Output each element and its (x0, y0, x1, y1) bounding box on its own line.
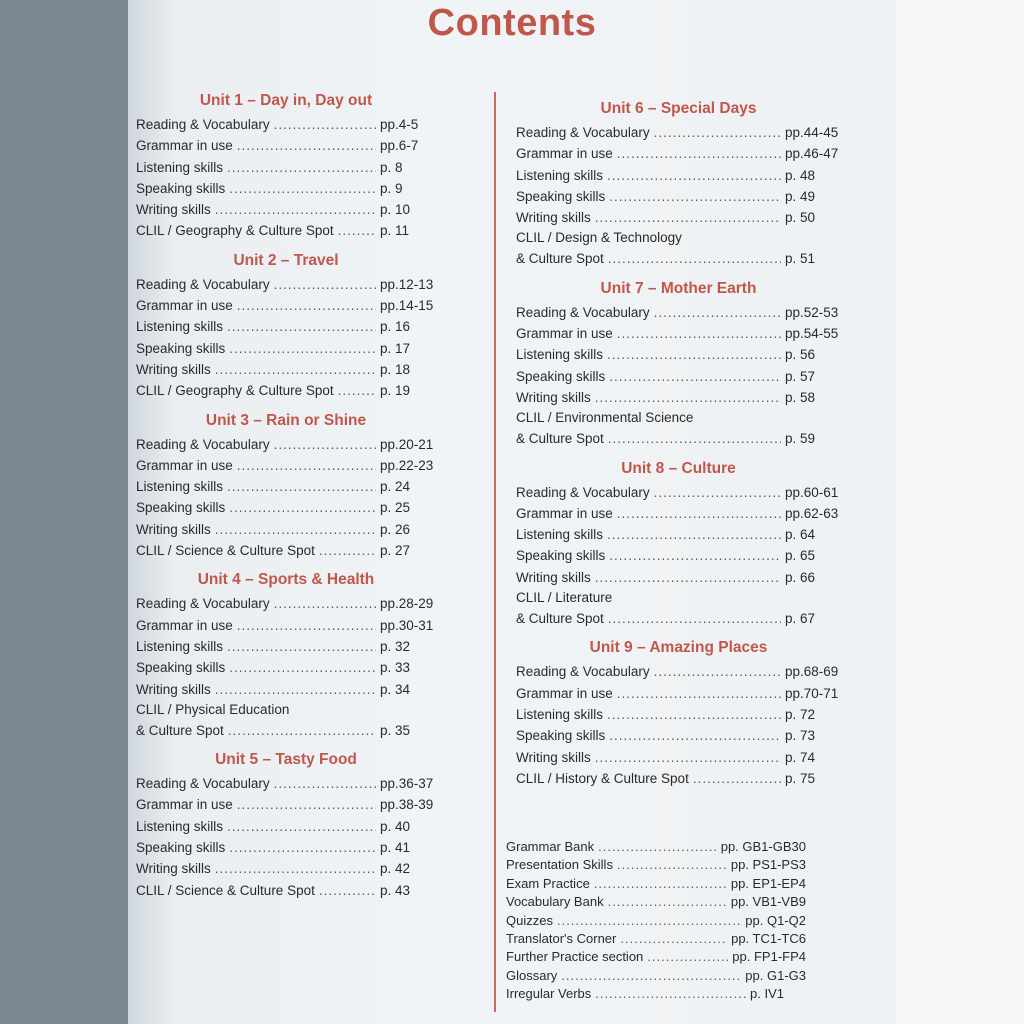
entry-label: Reading & Vocabulary (516, 664, 650, 680)
toc-entry (136, 359, 436, 380)
entry-page: p. 50 (785, 210, 816, 226)
leader-dots (227, 636, 376, 657)
leader-dots (561, 967, 741, 985)
entry-label: Glossary (506, 967, 558, 983)
entry-label: Vocabulary Bank (506, 894, 604, 910)
entry-label: Writing skills (516, 569, 591, 585)
entry-label: CLIL / Science & Culture Spot (136, 882, 315, 898)
entry-label: Listening skills (136, 159, 224, 175)
leader-dots (654, 122, 781, 143)
leader-dots (237, 455, 376, 476)
entry-label: Reading & Vocabulary (136, 776, 270, 792)
adjacent-page-edge (896, 0, 1024, 1024)
entry-label: Speaking skills (516, 368, 606, 384)
toc-entry (516, 567, 841, 588)
entry-page: p. 58 (785, 389, 816, 405)
entry-label: Grammar in use (136, 138, 233, 154)
entry-page: p. 11 (380, 223, 410, 239)
leader-dots (227, 316, 376, 337)
leader-dots (227, 816, 376, 837)
entry-label: Reading & Vocabulary (136, 596, 270, 612)
entry-page: p. 64 (785, 527, 816, 543)
toc-entry (136, 615, 436, 636)
unit-heading: Unit 4 – Sports & Health (197, 571, 375, 589)
toc-entry (136, 316, 436, 337)
unit-heading: Unit 8 – Culture (621, 459, 736, 477)
leader-dots (595, 567, 781, 588)
toc-entry (136, 720, 436, 741)
unit-section (516, 456, 841, 630)
book-page (128, 0, 896, 1024)
entry-label: Grammar in use (516, 326, 613, 342)
toc-entry (516, 207, 841, 228)
toc-entry (136, 476, 436, 497)
entry-label: Exam Practice (506, 875, 590, 891)
toc-entry (506, 985, 806, 1003)
toc-entry (136, 540, 436, 561)
leader-dots (594, 875, 727, 893)
unit-heading: Unit 2 – Travel (233, 251, 339, 269)
toc-entry (516, 122, 841, 143)
page-title: Contents (427, 2, 597, 44)
entry-page: p. 43 (380, 882, 411, 898)
entry-label: Grammar in use (516, 685, 613, 701)
toc-entry (136, 338, 436, 359)
unit-heading: Unit 6 – Special Days (600, 100, 757, 117)
appendix-list (506, 838, 806, 1004)
entry-page: pp. G1-G3 (745, 967, 806, 983)
entry-label: Writing skills (136, 861, 211, 877)
unit-section (136, 88, 436, 242)
entry-label: CLIL / History & Culture Spot (516, 770, 689, 786)
unit-heading: Unit 7 – Mother Earth (600, 279, 757, 297)
leader-dots (274, 274, 376, 295)
toc-entry (516, 366, 841, 387)
entry-label: Grammar in use (136, 797, 233, 813)
leader-dots (274, 114, 376, 135)
clil-label-line: CLIL / Environmental Science (516, 410, 694, 426)
entry-page: pp. GB1-GB30 (720, 839, 806, 854)
entry-label: Listening skills (516, 167, 604, 183)
toc-entry (136, 497, 436, 518)
leader-dots (609, 545, 781, 566)
leader-dots (617, 503, 781, 524)
entry-page: p. 74 (785, 749, 816, 765)
entry-page: p. 9 (380, 180, 403, 196)
entry-page: pp. FP1-FP4 (732, 949, 806, 965)
toc-entry (516, 387, 841, 408)
entry-label: Writing skills (136, 521, 211, 537)
leader-dots (607, 704, 781, 725)
toc-entry (136, 657, 436, 678)
leader-dots (607, 165, 781, 186)
entry-page: p. 72 (785, 706, 816, 722)
toc-entry (136, 220, 436, 241)
entry-page: p. 57 (785, 368, 816, 384)
entry-label: Speaking skills (516, 188, 606, 204)
entry-page: pp.52-53 (785, 304, 839, 320)
entry-page: p. 66 (785, 569, 816, 585)
unit-section (136, 567, 436, 741)
leader-dots (319, 880, 376, 901)
entry-page: p. 8 (380, 159, 403, 175)
entry-page: pp. PS1-PS3 (730, 857, 806, 873)
entry-label: Irregular Verbs (506, 986, 592, 1002)
entry-page: pp. EP1-EP4 (730, 875, 806, 891)
toc-entry (516, 323, 841, 344)
leader-dots (215, 519, 376, 540)
entry-label: Reading & Vocabulary (136, 436, 270, 452)
entry-page: p. 25 (380, 500, 411, 516)
toc-entry (136, 157, 436, 178)
toc-entry (136, 773, 436, 794)
entry-page: p. 35 (380, 722, 411, 738)
leader-dots (609, 186, 781, 207)
entry-page: p. 26 (380, 521, 411, 537)
leader-dots (595, 985, 746, 1003)
entry-page: pp.28-29 (380, 596, 434, 612)
leader-dots (595, 207, 781, 228)
toc-entry (516, 186, 841, 207)
clil-label-line: CLIL / Design & Technology (516, 230, 682, 246)
right-column (516, 90, 841, 789)
entry-page: p. 48 (785, 167, 816, 183)
entry-label: Quizzes (506, 912, 553, 928)
toc-entry (136, 636, 436, 657)
entry-page: p. 34 (380, 681, 411, 697)
unit-section (136, 747, 436, 901)
entry-label: Listening skills (136, 638, 224, 654)
entry-label: Listening skills (516, 347, 604, 363)
unit-heading: Unit 9 – Amazing Places (589, 639, 768, 657)
toc-entry (136, 295, 436, 316)
entry-label: Writing skills (516, 389, 591, 405)
leader-dots (274, 593, 376, 614)
leader-dots (237, 794, 376, 815)
toc-entry (516, 768, 841, 789)
leader-dots (229, 338, 376, 359)
entry-label: CLIL / Geography & Culture Spot (136, 223, 334, 239)
entry-label: Listening skills (136, 319, 224, 335)
leader-dots (607, 344, 781, 365)
entry-page: pp.54-55 (785, 326, 839, 342)
leader-dots (617, 143, 781, 164)
toc-entry (136, 455, 436, 476)
entry-label: Presentation Skills (506, 857, 613, 873)
leader-dots (215, 359, 376, 380)
entry-label: Writing skills (136, 681, 211, 697)
entry-page: pp.68-69 (785, 664, 839, 680)
entry-label: Reading & Vocabulary (516, 484, 650, 500)
toc-entry (506, 838, 806, 856)
entry-page: p. 27 (380, 543, 411, 559)
entry-page: pp.62-63 (785, 505, 839, 521)
entry-page: p. 51 (785, 251, 816, 267)
toc-entry (506, 875, 806, 893)
clil-label-line: CLIL / Physical Education (136, 701, 290, 717)
entry-page: pp.60-61 (785, 484, 839, 500)
leader-dots (620, 930, 727, 948)
entry-label: & Culture Spot (516, 611, 604, 627)
entry-label: Writing skills (136, 202, 211, 218)
leader-dots (654, 302, 781, 323)
unit-section (516, 635, 841, 789)
entry-page: p. 33 (380, 660, 411, 676)
leader-dots (647, 948, 728, 966)
entry-page: pp.22-23 (380, 457, 434, 473)
clil-label-line: CLIL / Literature (516, 590, 613, 606)
leader-dots (608, 608, 781, 629)
entry-page: p. 65 (785, 548, 816, 564)
leader-dots (237, 295, 376, 316)
unit-heading: Unit 1 – Day in, Day out (199, 92, 373, 109)
entry-label: & Culture Spot (516, 251, 604, 267)
toc-entry (516, 608, 841, 629)
leader-dots (227, 157, 376, 178)
entry-page: pp.30-31 (380, 617, 434, 633)
entry-page: p. 16 (380, 319, 411, 335)
toc-entry (516, 428, 841, 449)
entry-page: pp.14-15 (380, 298, 434, 314)
leader-dots (557, 912, 741, 930)
entry-page: p. 49 (785, 188, 816, 204)
leader-dots (237, 615, 376, 636)
unit-section (516, 276, 841, 450)
leader-dots (229, 837, 376, 858)
leader-dots (274, 773, 376, 794)
entry-label: Grammar in use (136, 617, 233, 633)
toc-entry (506, 912, 806, 930)
entry-label: Speaking skills (516, 728, 606, 744)
entry-page: p. 32 (380, 638, 411, 654)
toc-entry (516, 683, 841, 704)
entry-page: pp. TC1-TC6 (731, 930, 806, 946)
entry-label: Speaking skills (136, 840, 226, 856)
entry-label: Grammar in use (516, 505, 613, 521)
toc-entry (516, 165, 841, 186)
leader-dots (608, 248, 781, 269)
entry-label: Speaking skills (136, 660, 226, 676)
entry-label: Reading & Vocabulary (136, 117, 270, 132)
toc-entry (136, 135, 436, 156)
toc-entry (506, 893, 806, 911)
toc-entry (136, 519, 436, 540)
leader-dots (227, 476, 376, 497)
entry-page: p. 41 (380, 840, 411, 856)
unit-section (136, 248, 436, 402)
leader-dots (617, 683, 781, 704)
toc-entry (516, 302, 841, 323)
entry-label: Reading & Vocabulary (516, 304, 650, 320)
entry-label: Speaking skills (136, 340, 226, 356)
toc-entry (516, 524, 841, 545)
toc-entry (516, 725, 841, 746)
entry-page: pp.20-21 (380, 436, 434, 452)
toc-entry (136, 274, 436, 295)
leader-dots (215, 858, 376, 879)
toc-entry (516, 482, 841, 503)
toc-entry (506, 948, 806, 966)
toc-entry (136, 837, 436, 858)
toc-entry (136, 199, 436, 220)
leader-dots (608, 893, 727, 911)
entry-page: p. 56 (785, 347, 816, 363)
entry-page: p. 73 (785, 728, 816, 744)
leader-dots (319, 540, 376, 561)
entry-page: pp. Q1-Q2 (745, 912, 806, 928)
entry-label: Speaking skills (136, 500, 226, 516)
toc-entry (136, 114, 436, 135)
toc-entry (136, 679, 436, 700)
toc-entry (516, 545, 841, 566)
leader-dots (229, 497, 376, 518)
entry-label: Writing skills (516, 210, 591, 226)
entry-label: Listening skills (516, 527, 604, 543)
entry-page: pp.6-7 (380, 138, 419, 154)
entry-label: Reading & Vocabulary (516, 125, 650, 140)
entry-page: pp.36-37 (380, 776, 434, 792)
entry-label: Writing skills (136, 361, 211, 377)
leader-dots (609, 725, 781, 746)
leader-dots (229, 657, 376, 678)
entry-page: pp.12-13 (380, 276, 434, 292)
entry-label: & Culture Spot (516, 431, 604, 447)
toc-entry (516, 248, 841, 269)
entry-page: pp. VB1-VB9 (730, 894, 806, 910)
unit-section (136, 408, 436, 562)
toc-entry (506, 856, 806, 874)
toc-entry (516, 661, 841, 682)
entry-page: p. 40 (380, 818, 411, 834)
toc-entry (136, 858, 436, 879)
entry-page: p. 67 (785, 611, 816, 627)
toc-entry (136, 816, 436, 837)
entry-page: p. 17 (380, 340, 411, 356)
column-divider (494, 92, 496, 1012)
entry-page: pp.46-47 (785, 146, 839, 162)
entry-label: & Culture Spot (136, 722, 224, 738)
leader-dots (609, 366, 781, 387)
leader-dots (595, 387, 781, 408)
leader-dots (229, 178, 376, 199)
leader-dots (598, 838, 717, 856)
entry-label: Further Practice section (506, 949, 644, 965)
entry-label: Speaking skills (516, 548, 606, 564)
entry-label: Writing skills (516, 749, 591, 765)
toc-entry (136, 434, 436, 455)
entry-page: p. IV1 (750, 986, 784, 1002)
leader-dots (338, 220, 376, 241)
entry-label: Listening skills (136, 818, 224, 834)
toc-entry (516, 344, 841, 365)
entry-page: pp.4-5 (380, 117, 419, 132)
toc-entry (506, 967, 806, 985)
leader-dots (617, 856, 727, 874)
entry-label: Grammar in use (516, 146, 613, 162)
entry-page: p. 59 (785, 431, 816, 447)
entry-page: pp.70-71 (785, 685, 839, 701)
leader-dots (607, 524, 781, 545)
leader-dots (693, 768, 781, 789)
entry-label: Grammar in use (136, 298, 233, 314)
toc-entry (516, 503, 841, 524)
leader-dots (338, 380, 376, 401)
leader-dots (654, 661, 781, 682)
entry-page: pp.38-39 (380, 797, 434, 813)
leader-dots (608, 428, 781, 449)
unit-heading: Unit 3 – Rain or Shine (205, 411, 367, 429)
leader-dots (654, 482, 781, 503)
leader-dots (237, 135, 376, 156)
leader-dots (228, 720, 376, 741)
leader-dots (215, 679, 376, 700)
toc-entry (516, 747, 841, 768)
entry-page: p. 42 (380, 861, 411, 877)
toc-entry (516, 143, 841, 164)
entry-page: p. 19 (380, 383, 411, 399)
entry-label: Speaking skills (136, 180, 226, 196)
toc-entry (506, 930, 806, 948)
leader-dots (215, 199, 376, 220)
toc-entry (136, 593, 436, 614)
entry-label: Listening skills (136, 479, 224, 495)
entry-label: Reading & Vocabulary (136, 276, 270, 292)
toc-entry (136, 794, 436, 815)
toc-entry (136, 380, 436, 401)
entry-label: CLIL / Geography & Culture Spot (136, 383, 334, 399)
leader-dots (274, 434, 376, 455)
unit-heading: Unit 5 – Tasty Food (215, 751, 357, 769)
entry-page: p. 75 (785, 770, 816, 786)
unit-section (516, 96, 841, 270)
entry-page: p. 18 (380, 361, 411, 377)
entry-label: Translator's Corner (506, 930, 617, 946)
left-column (136, 82, 436, 901)
entry-label: CLIL / Science & Culture Spot (136, 543, 315, 559)
entry-label: Grammar in use (136, 457, 233, 473)
leader-dots (595, 747, 781, 768)
entry-page: p. 10 (380, 202, 411, 218)
toc-entry (136, 178, 436, 199)
entry-page: p. 24 (380, 479, 411, 495)
toc-entry (516, 704, 841, 725)
leader-dots (617, 323, 781, 344)
entry-label: Grammar Bank (506, 839, 595, 854)
toc-entry (136, 880, 436, 901)
entry-page: pp.44-45 (785, 125, 839, 140)
entry-label: Listening skills (516, 706, 604, 722)
